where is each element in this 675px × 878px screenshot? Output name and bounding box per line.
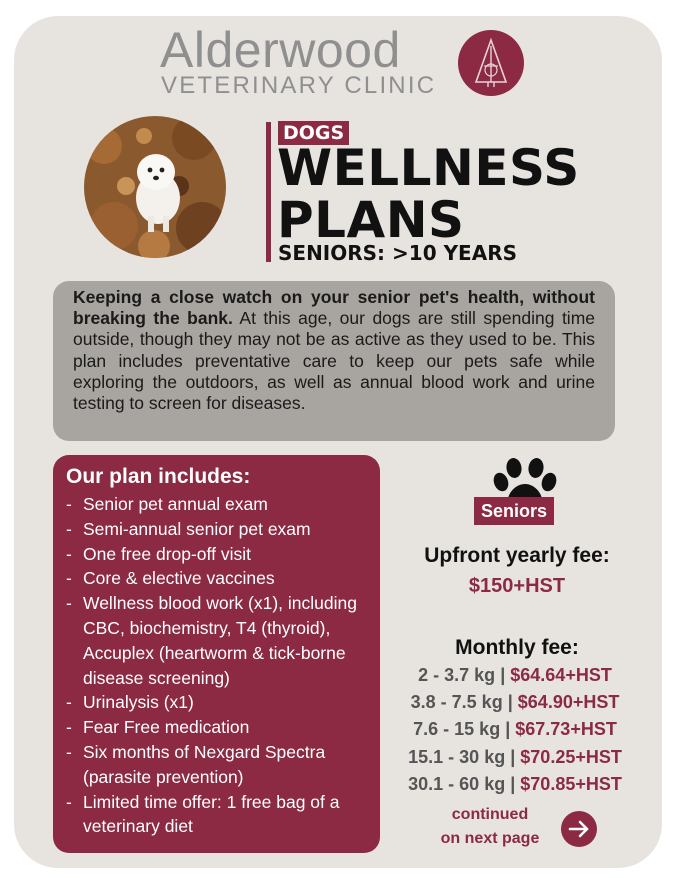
list-item: - Senior pet annual exam xyxy=(66,494,268,514)
age-range: SENIORS: >10 YEARS xyxy=(278,241,517,265)
clinic-subtitle: VETERINARY CLINIC xyxy=(161,72,437,99)
title-line-2: PLANS xyxy=(277,191,465,249)
monthly-fee-list xyxy=(380,662,650,798)
tree-emblem-icon xyxy=(458,30,524,96)
monthly-fee-label: Monthly fee: xyxy=(455,636,579,659)
upfront-fee-price: $150+HST xyxy=(468,575,566,597)
title-line-1: WELLNESS xyxy=(277,139,580,197)
title-accent-bar xyxy=(266,122,271,262)
list-item: - Wellness blood work (x1), including CBC, biochemistry, T4 (thyroid), Accuplex (heartworm & tick-borne disease screening) xyxy=(66,593,357,688)
next-page-button[interactable] xyxy=(561,811,597,847)
dog-photo xyxy=(84,116,226,258)
list-item: - Limited time offer: 1 free bag of a veterinary diet xyxy=(66,791,340,837)
intro-body: At this age, our dogs are still spending time outside, though they may not be as active as they used to be. This plan includes preventative care to keep our pets safe while exploring the outdoors, as well as annual blood work and urine testing to screen for diseases. xyxy=(73,308,595,414)
list-item: - Core & elective vaccines xyxy=(66,568,275,589)
fee-row: 7.6 - 15 kg | $67.73+HST xyxy=(413,719,617,740)
list-item: - Fear Free medication xyxy=(66,717,250,738)
fee-row: 2 - 3.7 kg | $64.64+HST xyxy=(418,665,612,685)
upfront-fee-label: Upfront yearly fee: xyxy=(424,544,610,567)
intro-lead: Keeping a close watch on your senior pet's health, without breaking the bank. xyxy=(73,287,595,329)
plan-includes-box xyxy=(53,455,380,853)
fee-row: 3.8 - 7.5 kg | $64.90+HST xyxy=(410,692,620,713)
plan-list xyxy=(66,492,368,839)
list-item: - Semi-annual senior pet exam xyxy=(66,518,311,539)
list-item: - Urinalysis (x1) xyxy=(66,692,194,713)
species-tag: DOGS xyxy=(278,121,349,145)
seniors-tag: Seniors xyxy=(474,497,554,525)
intro-box xyxy=(53,281,615,441)
continued-note: continued on next page xyxy=(440,806,540,847)
list-item: - Six months of Nexgard Spectra (parasite prevention) xyxy=(66,741,326,787)
plan-title: Our plan includes: xyxy=(66,465,251,488)
page-title xyxy=(277,139,580,249)
fee-row: 15.1 - 30 kg | $70.25+HST xyxy=(408,746,622,767)
arrow-right-icon xyxy=(561,811,597,847)
fee-row: 30.1 - 60 kg | $70.85+HST xyxy=(408,773,622,794)
clinic-name: Alderwood xyxy=(160,22,401,78)
list-item: - One free drop-off visit xyxy=(66,543,251,564)
